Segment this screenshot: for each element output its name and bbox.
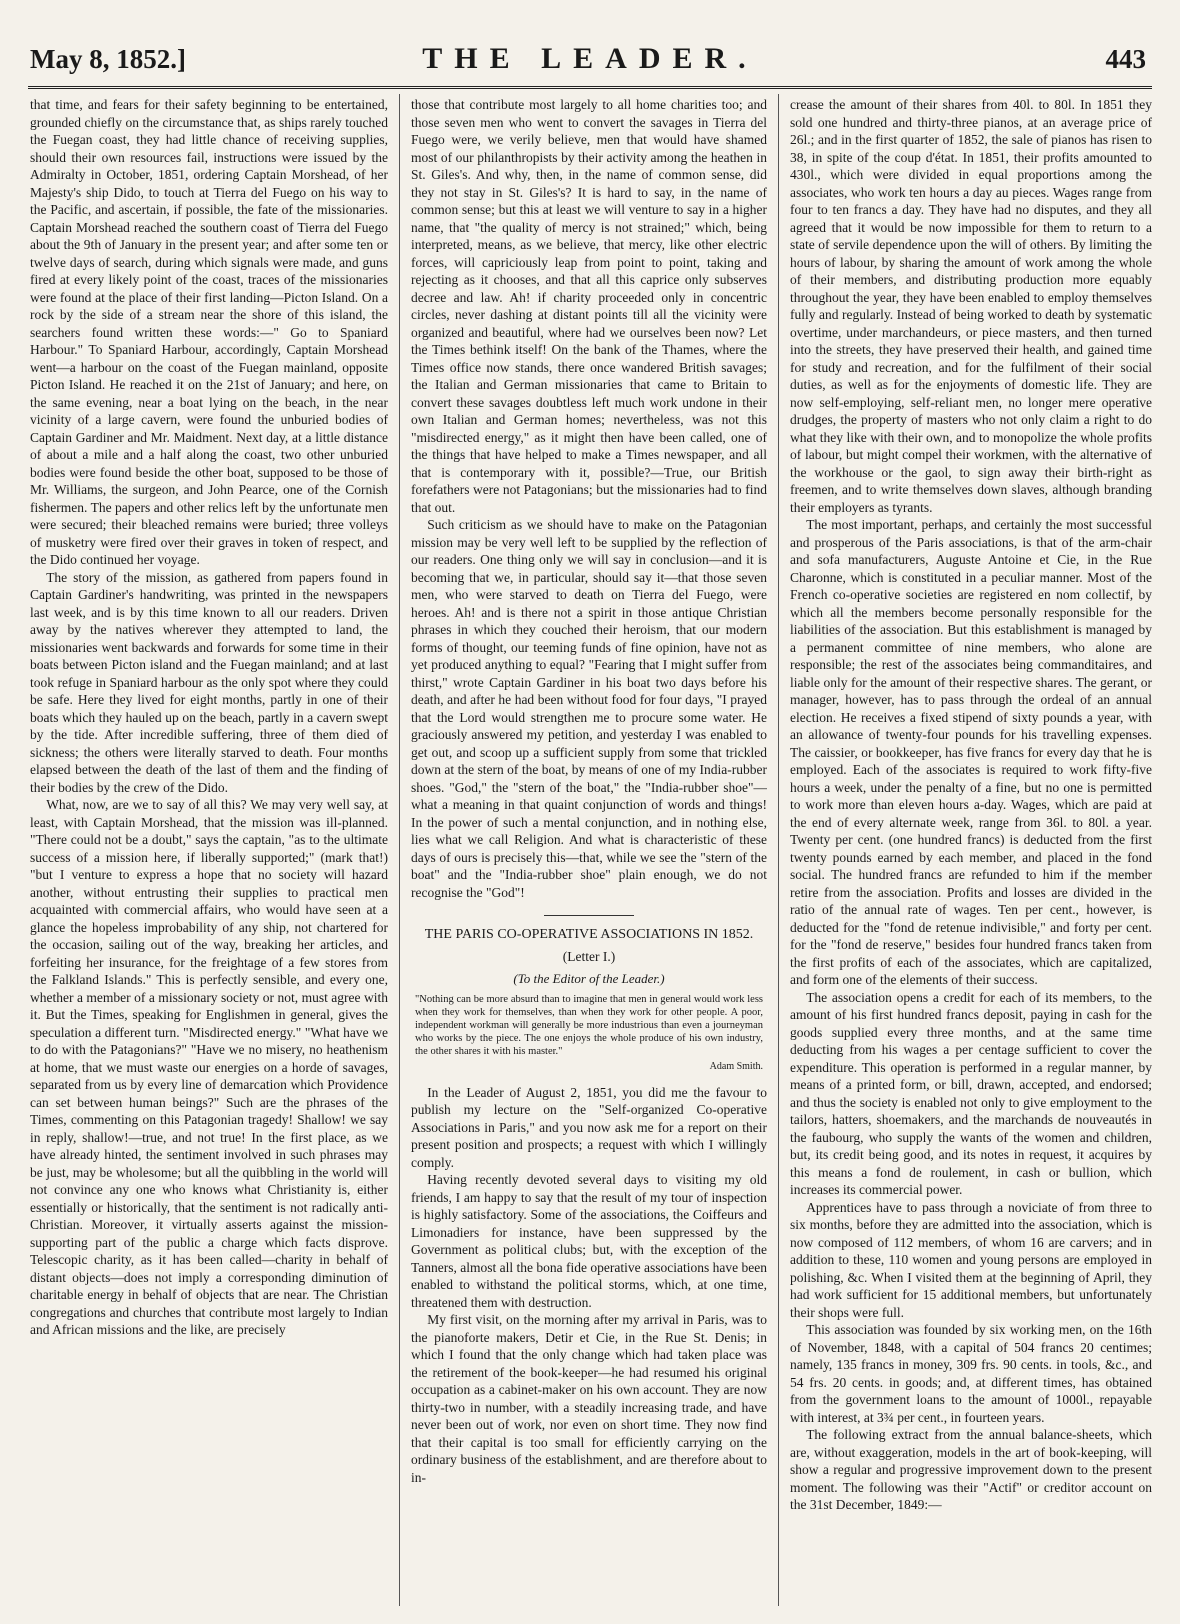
letter-number: (Letter I.)	[562, 949, 616, 964]
section-divider	[544, 915, 634, 916]
paragraph: Apprentices have to pass through a noviciate of from three to six months, before they are admitted into the association, which is now composed of 112 members, of whom 16 are carvers; and in addition to these, 110 women and young persons are employed in polishing, &c. When I visited them at the beginning of April, they had work sufficient for 15 additional members, but unfortunately their shops were full.	[790, 1199, 1152, 1320]
paragraph: crease the amount of their shares from 40l. to 80l. In 1851 they sold one hundred and thirty-three pianos, at an average price of 26l.; and in the first quarter of 1852, the sale of pianos has risen to 38, in spite of the coup d'état. In 1851, their profits amounted to 430l., which were divided in equal proportions among the associates, who work ten hours a day au pieces. Wages range from four to ten francs a day. They have had no disputes, and they all agreed that it would be now impossible for them to return to a state of servile dependence upon the will of others. By limiting the hours of labour, by sharing the amount of work among the whole of their members, and distributing production more equably throughout the year, they have been enabled to employ themselves fully and regularly. Instead of being worked to death by systematic overtime, under marchandeurs, or piece masters, and then turned into the streets, they have preserved their health, and gained time for study and recreation, and for the fulfilment of their social duties, as well as for the enjoyments of domestic life. They are now self-employing, self-reliant men, no longer mere operative drudges, the property of masters who not only claim a right to do what they like with their own, and to monopolize the whole profits of labour, but might compel their workmen, with the alternative of the workhouse or the gaol, to sign away their birth-right as freemen, and to write themselves down slaves, although branding their employers as tyrants.	[790, 97, 1152, 515]
paragraph: that time, and fears for their safety beginning to be entertained, grounded chiefly on the circumstance that, as ships rarely touched the Fuegan coast, they had little chance of receiving supplies, should their own resources fail, instructions were issued by the Admiralty in October, 1851, ordering Captain Morshead, of her Majesty's ship Dido, to touch at Tierra del Fuego on his way to the Pacific, and ascertain, if possible, the fate of the missionaries. Captain Morshead reached the southern coast of Tierra del Fuego about the 9th of January in the present year; and after some ten or twelve days of search, during which signals were made, and guns fired at every likely point of the coast, traces of the missionaries were found at the place of their first landing—Picton Island. On a rock by the side of a stream near the shore of this island, the searchers found written these words:—" Go to Spaniard Harbour." To Spaniard Harbour, accordingly, Captain Morshead went—a harbour on the coast of the Fuegan mainland, opposite Picton Island. He reached it on the 21st of January; and here, on the same evening, near a boat lying on the beach, in the near vicinity of a large cavern, were found the unburied bodies of Captain Gardiner and Mr. Maidment. Next day, at a little distance of about a mile and a half along the coast, two other unburied bodies were found beside the other boat, supposed to be those of Mr. Williams, the surgeon, and John Pearce, one of the Cornish fishermen. The papers and other relics left by the unfortunate men were secured; their bleached remains were buried; three volleys of musketry were fired over their graves in token of respect, and the Dido continued her voyage.	[30, 97, 388, 567]
column-rule	[778, 94, 779, 1606]
column-3	[790, 96, 1152, 1606]
paragraph: My first visit, on the morning after my arrival in Paris, was to the pianoforte makers, Detir et Cie, in the Rue St. Denis; in which I found that the only change which had taken place was the retirement of the book-keeper—he had resumed his original occupation as a cabinet-maker on his own account. They are now thirty-two in number, with a steadily increasing trade, and have never been out of work, nor even on short time. They now find that their capital is too small for efficiently carrying on the ordinary business of the establishment, and are therefore about to in-	[411, 1312, 767, 1485]
paragraph: The following extract from the annual balance-sheets, which are, without exaggeration, models in the art of book-keeping, will show a regular and progressive improvement down to the present moment. The following was their "Actif" or creditor account on the 31st December, 1849:—	[790, 1427, 1152, 1512]
to-editor-line: (To the Editor of the Leader.)	[513, 970, 665, 986]
epigraph-author: Adam Smith.	[709, 1061, 763, 1072]
paragraph: The most important, perhaps, and certainly the most successful and prosperous of the Paris associations, is that of the arm-chair and sofa manufacturers, Auguste Antoine et Cie, in the Rue Charonne, which is constituted in a peculiar manner. Most of the French co-operative societies are registered en nom collectif, by which all the members become personally responsible for the liabilities of the association. But this establishment is managed by a permanent committee of nine members, who alone are responsible; the rest of the associates being commanditaires, and liable only for the amount of their respective shares. The gerant, or manager, however, has to pass through the ordeal of an annual election. He receives a fixed stipend of sixty pounds a year, with an allowance of twenty-four pounds for his travelling expenses. The caissier, or bookkeeper, has five francs for every day that he is employed. Each of the associates is required to work fifty-five hours a week, under the penalty of a fine, but no one is permitted to work more than eleven hours a-day. Wages, which are paid at the end of every alternate week, range from 36l. to 80l. a year. Twenty per cent. (one hundred francs) is deducted from the first twenty pounds earned by each member, and placed in the fond social. The hundred francs are refunded to him if the member retire from the association. Profits and losses are divided in the ratio of the annual rate of wages. Ten per cent., however, is deducted for the "fond de retenue indivisible," and forty per cent. for the "fond de reserve," besides four hundred francs taken from the first profits of each of the associates, which are capitalized, and form one of the elements of their success.	[790, 517, 1152, 987]
paragraph: The story of the mission, as gathered from papers found in Captain Gardiner's handwriting, was printed in the newspapers last week, and is by this time known to all our readers. Driven away by the natives wherever they attempted to land, the missionaries went backwards and forwards for some time in their boats between Picton island and the Fuegan mainland; and at last took refuge in Spaniard harbour as the only spot where they could be safe. Here they lived for eight months, partly in one of their boats which they hauled up on the beach, partly in a cavern swept by the tide. After incredible suffering, three of them died of sickness; the others were literally starved to death. Four months elapsed between the death of the last of them and the finding of their bodies by the crew of the Dido.	[30, 569, 388, 795]
column-rule	[399, 94, 400, 1606]
newspaper-title: THE LEADER.	[422, 42, 758, 75]
paragraph: Such criticism as we should have to make on the Patagonian mission may be very well left to be supplied by the reflection of our readers. One thing only we will say in conclusion—and it is becoming that we, in particular, should say it—that those seven men, who were starved to death on Tierra del Fuego, were heroes. Ah! and is there not a spirit in those antique Christian phrases in which they couched their heroism, that our modern forms of thought, our teeming funds of fine opinion, have not as yet produced anything to equal? "Fearing that I might suffer from thirst," wrote Captain Gardiner in his boat two days before his death, and after he had been without food for four days, "I prayed that the Lord would strengthen me to procure some water. He graciously answered my petition, and yesterday I was enabled to get out, and scoop up a sufficient supply from some that trickled down at the stern of the boat, by means of one of my India-rubber shoes. "God," the "stern of the boat," the "India-rubber shoe"—what a meaning in that quaint conjunction of words and things! In the power of such a mental conjunction, and in nothing else, lies what we call Religion. And what is characteristic of these days of ours is precisely this—that, while we see the "stern of the boat" and the "India-rubber shoe" plain enough, we do not recognise the "God"!	[411, 517, 767, 900]
paragraph: those that contribute most largely to all home charities too; and those seven men who went to convert the savages in Tierra del Fuego were, we verily believe, men that would have shamed most of our philanthropists by their activity among the heathen in St. Giles's. And why, then, in the name of common sense, did they not stay in St. Giles's? It is hard to say, in the name of common sense; but this at least we will venture to say in a higher name, that "the quality of mercy is not strained;" which, being interpreted, means, as we believe, that mercy, like other electric forces, will capriciously leap from point to point, taking and rejecting as it chooses, and that all this caprice only subserves decree and law. Ah! if charity proceeded only in concentric circles, never dashing at distant points till all the vicinity were organized and beautiful, where had we ourselves been now? Let the Times bethink itself! On the bank of the Thames, where the Times office now stands, there once wandered British savages; the Italian and German missionaries that came to Britain to convert these savages doubtless left much work undone in their own Italian and German homes; nevertheless, was not this "misdirected energy," as it might then have been called, one of the things that have helped to make a Times newspaper, and all that is contemporary with it, possible?—True, our British forefathers were not Patagonians; but the missionaries had to find that out.	[411, 97, 767, 515]
paragraph: In the Leader of August 2, 1851, you did me the favour to publish my lecture on the "Self-organized Co-operative Associations in Paris," and you now ask me for a report on their present position and prospects; a request with which I willingly comply.	[411, 1084, 767, 1170]
masthead	[28, 36, 1152, 89]
paragraph: What, now, are we to say of all this? We may very well say, at least, with Captain Morshead, that the mission was ill-planned. "There could not be a doubt," says the captain, "as to the ultimate success of a mission here, if liberally supported;" (mark that!) "but I venture to express a hope that no society will hazard another, without entrusting their supplies to practical men acquainted with commercial affairs, who would have seen at a glance the hopeless improbability of any ship, not chartered for the occasion, sailing out of the way, breaking her articles, and forfeiting her insurance, for the freightage of a few stores from the Falkland Islands." This is perfectly sensible, and every one, whether a member of a missionary society or not, must agree with it. But the Times, speaking for Englishmen in general, gives the speculation a different turn. "Misdirected energy." "What have we to do with the Patagonians?" "Have we no misery, no heathenism at home, that we must waste our energies on a horde of savages, separated from us by every line of demarcation which Providence can set between human beings?" Such are the phrases of the Times, commenting on this Patagonian tragedy! Shallow! we say in reply, shallow!—true, and not true! In the first place, as we have already hinted, the sentiment involved in such phrases may be just, may be wholesome; but all the quibbling in the world will not convince any one who knows what Christianity is, either essentially or historically, that the sentiment is not radically anti-Christian. Moreover, it virtually asserts against the mission-supporting part of the public a charge which facts disprove. Telescopic charity, as it has been called—charity in behalf of distant objects—does not imply a corresponding diminution of charitable energy in behalf of objects that are near. The Christian congregations and churches that contribute most largely to Indian and African missions and the like, are precisely	[30, 797, 388, 1337]
epigraph: "Nothing can be more absurd than to imagine that men in general would work less when they work for themselves, than when they work for other people. A poor, independent workman will generally be more industrious than even a journeyman who works by the piece. The one enjoys the whole produce of his own industry, the other shares it with his master."	[415, 994, 763, 1057]
issue-date: May 8, 1852.]	[30, 44, 186, 74]
paragraph: This association was founded by six working men, on the 16th of November, 1848, with a capital of 504 francs 20 centimes; namely, 135 francs in money, 309 frs. 90 cents. in tools, &c., and 54 frs. 20 cents. in goods; and, at different times, has obtained from the government loans to the amount of 1000l., repayable with interest, at 3¾ per cent., in fourteen years.	[790, 1322, 1152, 1425]
paragraph: The association opens a credit for each of its members, to the amount of his first hundred francs deposit, paying in cash for the goods supplied every three months, and at the same time deducting from his wages a per centage sufficient to cover the expenditure. This operation is performed in a regular manner, by means of a printed form, or bill, drawn, accepted, and endorsed; and thus the society is enabled not only to give employment to the tailors, hatters, shoemakers, and the marchands de nouveautés in the faubourg, who supply the wants of the women and children, but, its credit being good, and its notes in request, it acquires by this means a fond de roulement, in cash or bullion, which increases its commercial power.	[790, 989, 1152, 1197]
article-title: THE PARIS CO-OPERATIVE ASSOCIATIONS IN 1852.	[424, 927, 754, 942]
page-number: 443	[1105, 44, 1146, 74]
column-2	[411, 96, 767, 1606]
paragraph: Having recently devoted several days to visiting my old friends, I am happy to say that the result of my tour of inspection is highly satisfactory. Some of the associations, the Coiffeurs and Limonadiers for instance, have been suppressed by the Government as political clubs; but, with the exception of the Tanners, almost all the bona fide operative associations have been enabled to withstand the political storms, which, at one time, threatened them with destruction.	[411, 1172, 767, 1310]
column-1	[30, 96, 388, 1606]
